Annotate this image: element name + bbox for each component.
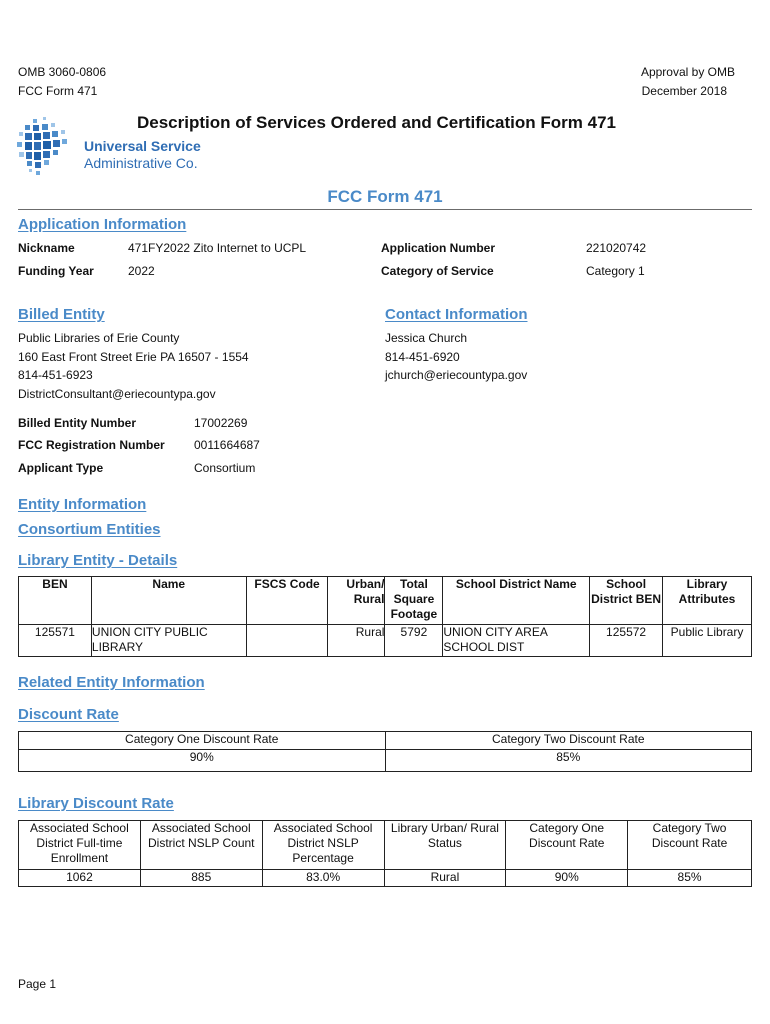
funding-year-value: 2022 — [128, 264, 155, 278]
application-info-heading: Application Information — [18, 216, 187, 233]
logo-line1: Universal Service — [84, 138, 201, 154]
col-nslp-count: Associated School District NSLP Count — [140, 821, 262, 870]
table-row — [19, 625, 752, 657]
contact-email: jchurch@eriecountypa.gov — [385, 368, 528, 382]
cell-square-footage: 5792 — [385, 625, 443, 657]
contact-phone: 814-451-6920 — [385, 350, 460, 364]
billed-entity-address: 160 East Front Street Erie PA 16507 - 1554 — [18, 350, 249, 364]
cell-district-ben: 125572 — [590, 625, 663, 657]
cell-cat2-discount: 85% — [385, 750, 752, 772]
col-cat2-discount: Category Two Discount Rate — [385, 732, 752, 750]
col-urban-rural: Urban/ Rural — [328, 577, 385, 625]
cell-ben: 125571 — [19, 625, 92, 657]
col-attributes: Library Attributes — [663, 577, 752, 625]
cell-cat1-discount: 90% — [19, 750, 386, 772]
entity-info-heading: Entity Information — [18, 496, 147, 513]
cell-cat2-rate: 85% — [628, 870, 752, 887]
ben-label: Billed Entity Number — [18, 416, 137, 430]
library-details-heading: Library Entity - Details — [18, 552, 178, 569]
library-discount-table — [18, 820, 752, 887]
col-district-ben: School District BEN — [590, 577, 663, 625]
discount-rate-table — [18, 731, 752, 772]
contact-name: Jessica Church — [385, 331, 468, 345]
col-cat1-rate: Category One Discount Rate — [506, 821, 628, 870]
cell-nslp-percentage: 83.0% — [262, 870, 384, 887]
library-entity-table — [18, 576, 752, 657]
consortium-entities-heading: Consortium Entities — [18, 521, 161, 538]
cell-urban-rural: Rural — [328, 625, 385, 657]
billed-entity-phone: 814-451-6923 — [18, 368, 93, 382]
discount-rate-heading: Discount Rate — [18, 706, 119, 723]
col-nslp-percentage: Associated School District NSLP Percentage — [262, 821, 384, 870]
col-ben: BEN — [19, 577, 92, 625]
nickname-value: 471FY2022 Zito Internet to UCPL — [128, 241, 307, 255]
col-cat2-rate: Category Two Discount Rate — [628, 821, 752, 870]
omb-date: December 2018 — [641, 84, 727, 98]
category-label: Category of Service — [381, 264, 494, 278]
billed-entity-heading: Billed Entity — [18, 306, 105, 323]
ben-value: 17002269 — [194, 416, 248, 430]
col-enrollment: Associated School District Full-time Enrollment — [19, 821, 141, 870]
cell-enrollment: 1062 — [19, 870, 141, 887]
funding-year-label: Funding Year — [18, 264, 94, 278]
related-entity-heading: Related Entity Information — [18, 674, 205, 691]
page-number: Page 1 — [18, 977, 57, 991]
col-square-footage: Total Square Footage — [385, 577, 443, 625]
cell-urban-rural-status: Rural — [384, 870, 506, 887]
form-heading: FCC Form 471 — [327, 187, 443, 206]
category-value: Category 1 — [586, 264, 645, 278]
frn-value: 0011664687 — [194, 438, 260, 452]
heading-divider — [18, 209, 752, 210]
page-title: Description of Services Ordered and Certification Form 471 — [137, 113, 616, 132]
library-discount-header-row — [19, 821, 752, 870]
col-cat1-discount: Category One Discount Rate — [19, 732, 386, 750]
application-number-label: Application Number — [381, 241, 496, 255]
contact-info-heading: Contact Information — [385, 306, 528, 323]
frn-label: FCC Registration Number — [18, 438, 165, 452]
col-district-name: School District Name — [443, 577, 590, 625]
table-row — [19, 870, 752, 887]
col-name: Name — [91, 577, 246, 625]
applicant-type-value: Consortium — [194, 461, 256, 475]
form-label: FCC Form 471 — [18, 84, 98, 98]
applicant-type-label: Applicant Type — [18, 461, 104, 475]
billed-entity-email: DistrictConsultant@eriecountypa.gov — [18, 387, 216, 401]
table-row — [19, 750, 752, 772]
cell-nslp-count: 885 — [140, 870, 262, 887]
cell-cat1-rate: 90% — [506, 870, 628, 887]
cell-name: UNION CITY PUBLIC LIBRARY — [91, 625, 246, 657]
cell-attributes: Public Library — [663, 625, 752, 657]
logo-line2: Administrative Co. — [84, 155, 198, 171]
usac-logo-icon — [15, 115, 75, 185]
application-number-value: 221020742 — [586, 241, 647, 255]
col-fscs: FSCS Code — [246, 577, 328, 625]
library-table-header-row — [19, 577, 752, 625]
discount-table-header-row — [19, 732, 752, 750]
cell-fscs — [246, 625, 328, 657]
cell-district-name: UNION CITY AREA SCHOOL DIST — [443, 625, 590, 657]
nickname-label: Nickname — [18, 241, 75, 255]
billed-entity-name: Public Libraries of Erie County — [18, 331, 180, 345]
omb-approval: Approval by OMB — [640, 65, 735, 79]
library-discount-heading: Library Discount Rate — [18, 795, 174, 812]
omb-number: OMB 3060-0806 — [18, 65, 107, 79]
col-urban-rural-status: Library Urban/ Rural Status — [384, 821, 506, 870]
